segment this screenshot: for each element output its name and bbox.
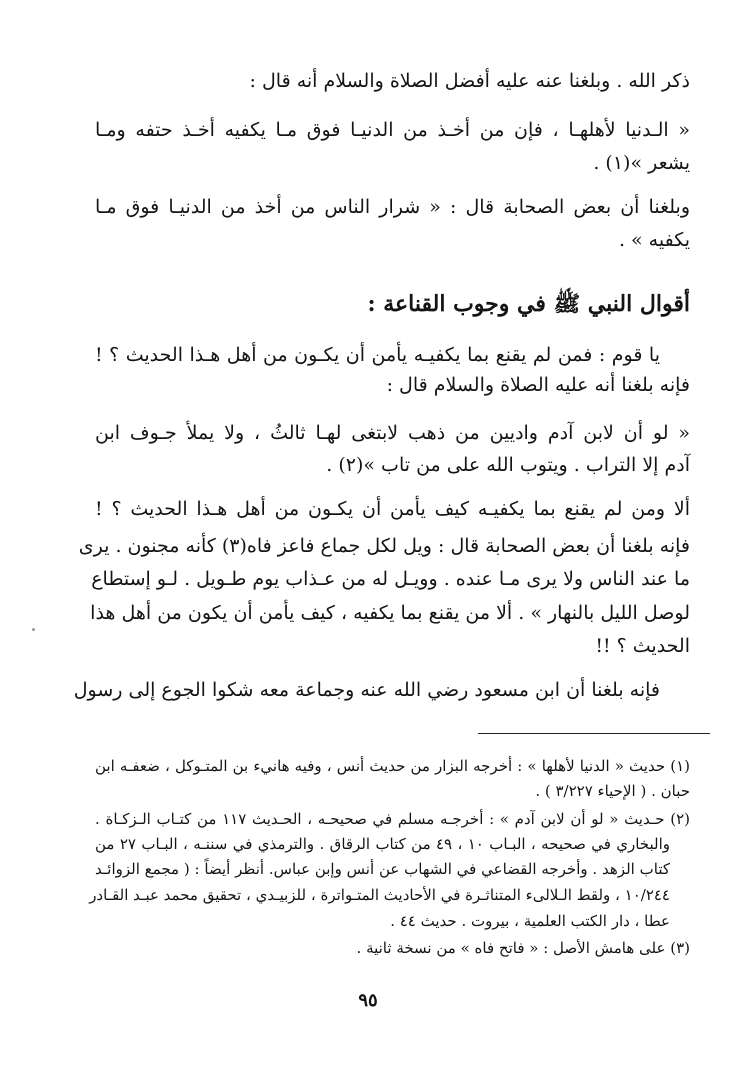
footnote-line: كتاب الزهد . وأخرجه القضاعي في الشهاب عن أنس وإبن عباس. أنظر أيضاً : ( مجمع الزوائـد (95, 860, 670, 878)
body-line: ألا ومن لم يقنع بما يكفيـه كيف يأمن أن يكـون من أهل هـذا الحديث ؟ ! (95, 498, 690, 520)
body-line: وبلغنا أن بعض الصحابة قال : « شرار الناس من أخذ من الدنيـا فوق مـا (95, 196, 690, 218)
body-line: فإنه بلغنا أن بعض الصحابة قال : ويل لكل جماع فاعز فاه(٣) كأنه مجنون . يرى (78, 535, 690, 557)
body-line: « الـدنيا لأهلهـا ، فإن من أخـذ من الدنيـا فوق مـا يكفيه أخـذ حتفه ومـا (95, 119, 690, 141)
body-line: فإنه بلغنا أنه عليه الصلاة والسلام قال : (386, 374, 690, 396)
footnote-line: (٣) على هامش الأصل : « فاتح فاه » من نسخة ثانية . (356, 939, 690, 957)
footnote-line: عطا ، دار الكتب العلمية ، بيروت . حديث ٤٤ . (390, 912, 670, 930)
body-line: يكفيه » . (618, 229, 690, 251)
scan-speck (32, 628, 35, 631)
body-line: يشعر »(١) . (593, 152, 690, 174)
body-line: فإنه بلغنا أن ابن مسعود رضي الله عنه وجماعة معه شكوا الجوع إلى رسول (73, 679, 660, 701)
footnote-line: (١) حديث « الدنيا لأهلها » : أخرجه البزار من حديث أنس ، وفيه هانيء بن المتـوكل ، ضعفـه ابن (95, 757, 690, 775)
footnote-line: (٢) حـديث « لو أن لابن آدم » : أخرجـه مسلم في صحيحـه ، الحـديث ١١٧ من كتـاب الـزكـاة . (95, 810, 690, 828)
body-line: ما عند الناس ولا يرى مـا عنده . وويـل له من عـذاب يوم طـويل . لـو إستطاع (91, 568, 690, 590)
body-line: الحديث ؟ !! (595, 635, 690, 657)
body-line: لوصل الليل بالنهار » . ألا من يقنع بما يكفيه ، كيف يأمن أن يكون من أهل هذا (90, 602, 690, 624)
body-line: ذكر الله . وبلغنا عنه عليه أفضل الصلاة والسلام أنه قال : (249, 70, 690, 92)
page-number: ٩٥ (358, 990, 378, 1011)
footnote-separator (478, 733, 710, 734)
footnote-line: والبخاري في صحيحه ، البـاب ١٠ ، ٤٩ من كتاب الرقاق . والترمذي في سننـه ، البـاب ٢٧ من (95, 835, 670, 853)
footnote-line: حبان . ( الإحياء ٣/٢٢٧ ) . (535, 782, 690, 800)
footnote-line: ١٠/٢٤٤ ، ولقط الـلالىء المتناثـرة في الأحاديث المتـواترة ، للزبيـدي ، تحقيق محمد عبـد القـادر (89, 886, 670, 904)
body-line: « لو أن لابن آدم واديين من ذهب لابتغى لهـا ثالثُ ، ولا يملأ جـوف ابن (95, 422, 690, 444)
section-heading: أقوال النبي ﷺ في وجوب القناعة : (367, 291, 690, 317)
body-line: آدم إلا التراب . ويتوب الله على من تاب »(٢) . (326, 454, 690, 476)
body-line: يا قوم : فمن لم يقنع بما يكفيـه يأمن أن يكـون من أهل هـذا الحديث ؟ ! (95, 344, 660, 366)
